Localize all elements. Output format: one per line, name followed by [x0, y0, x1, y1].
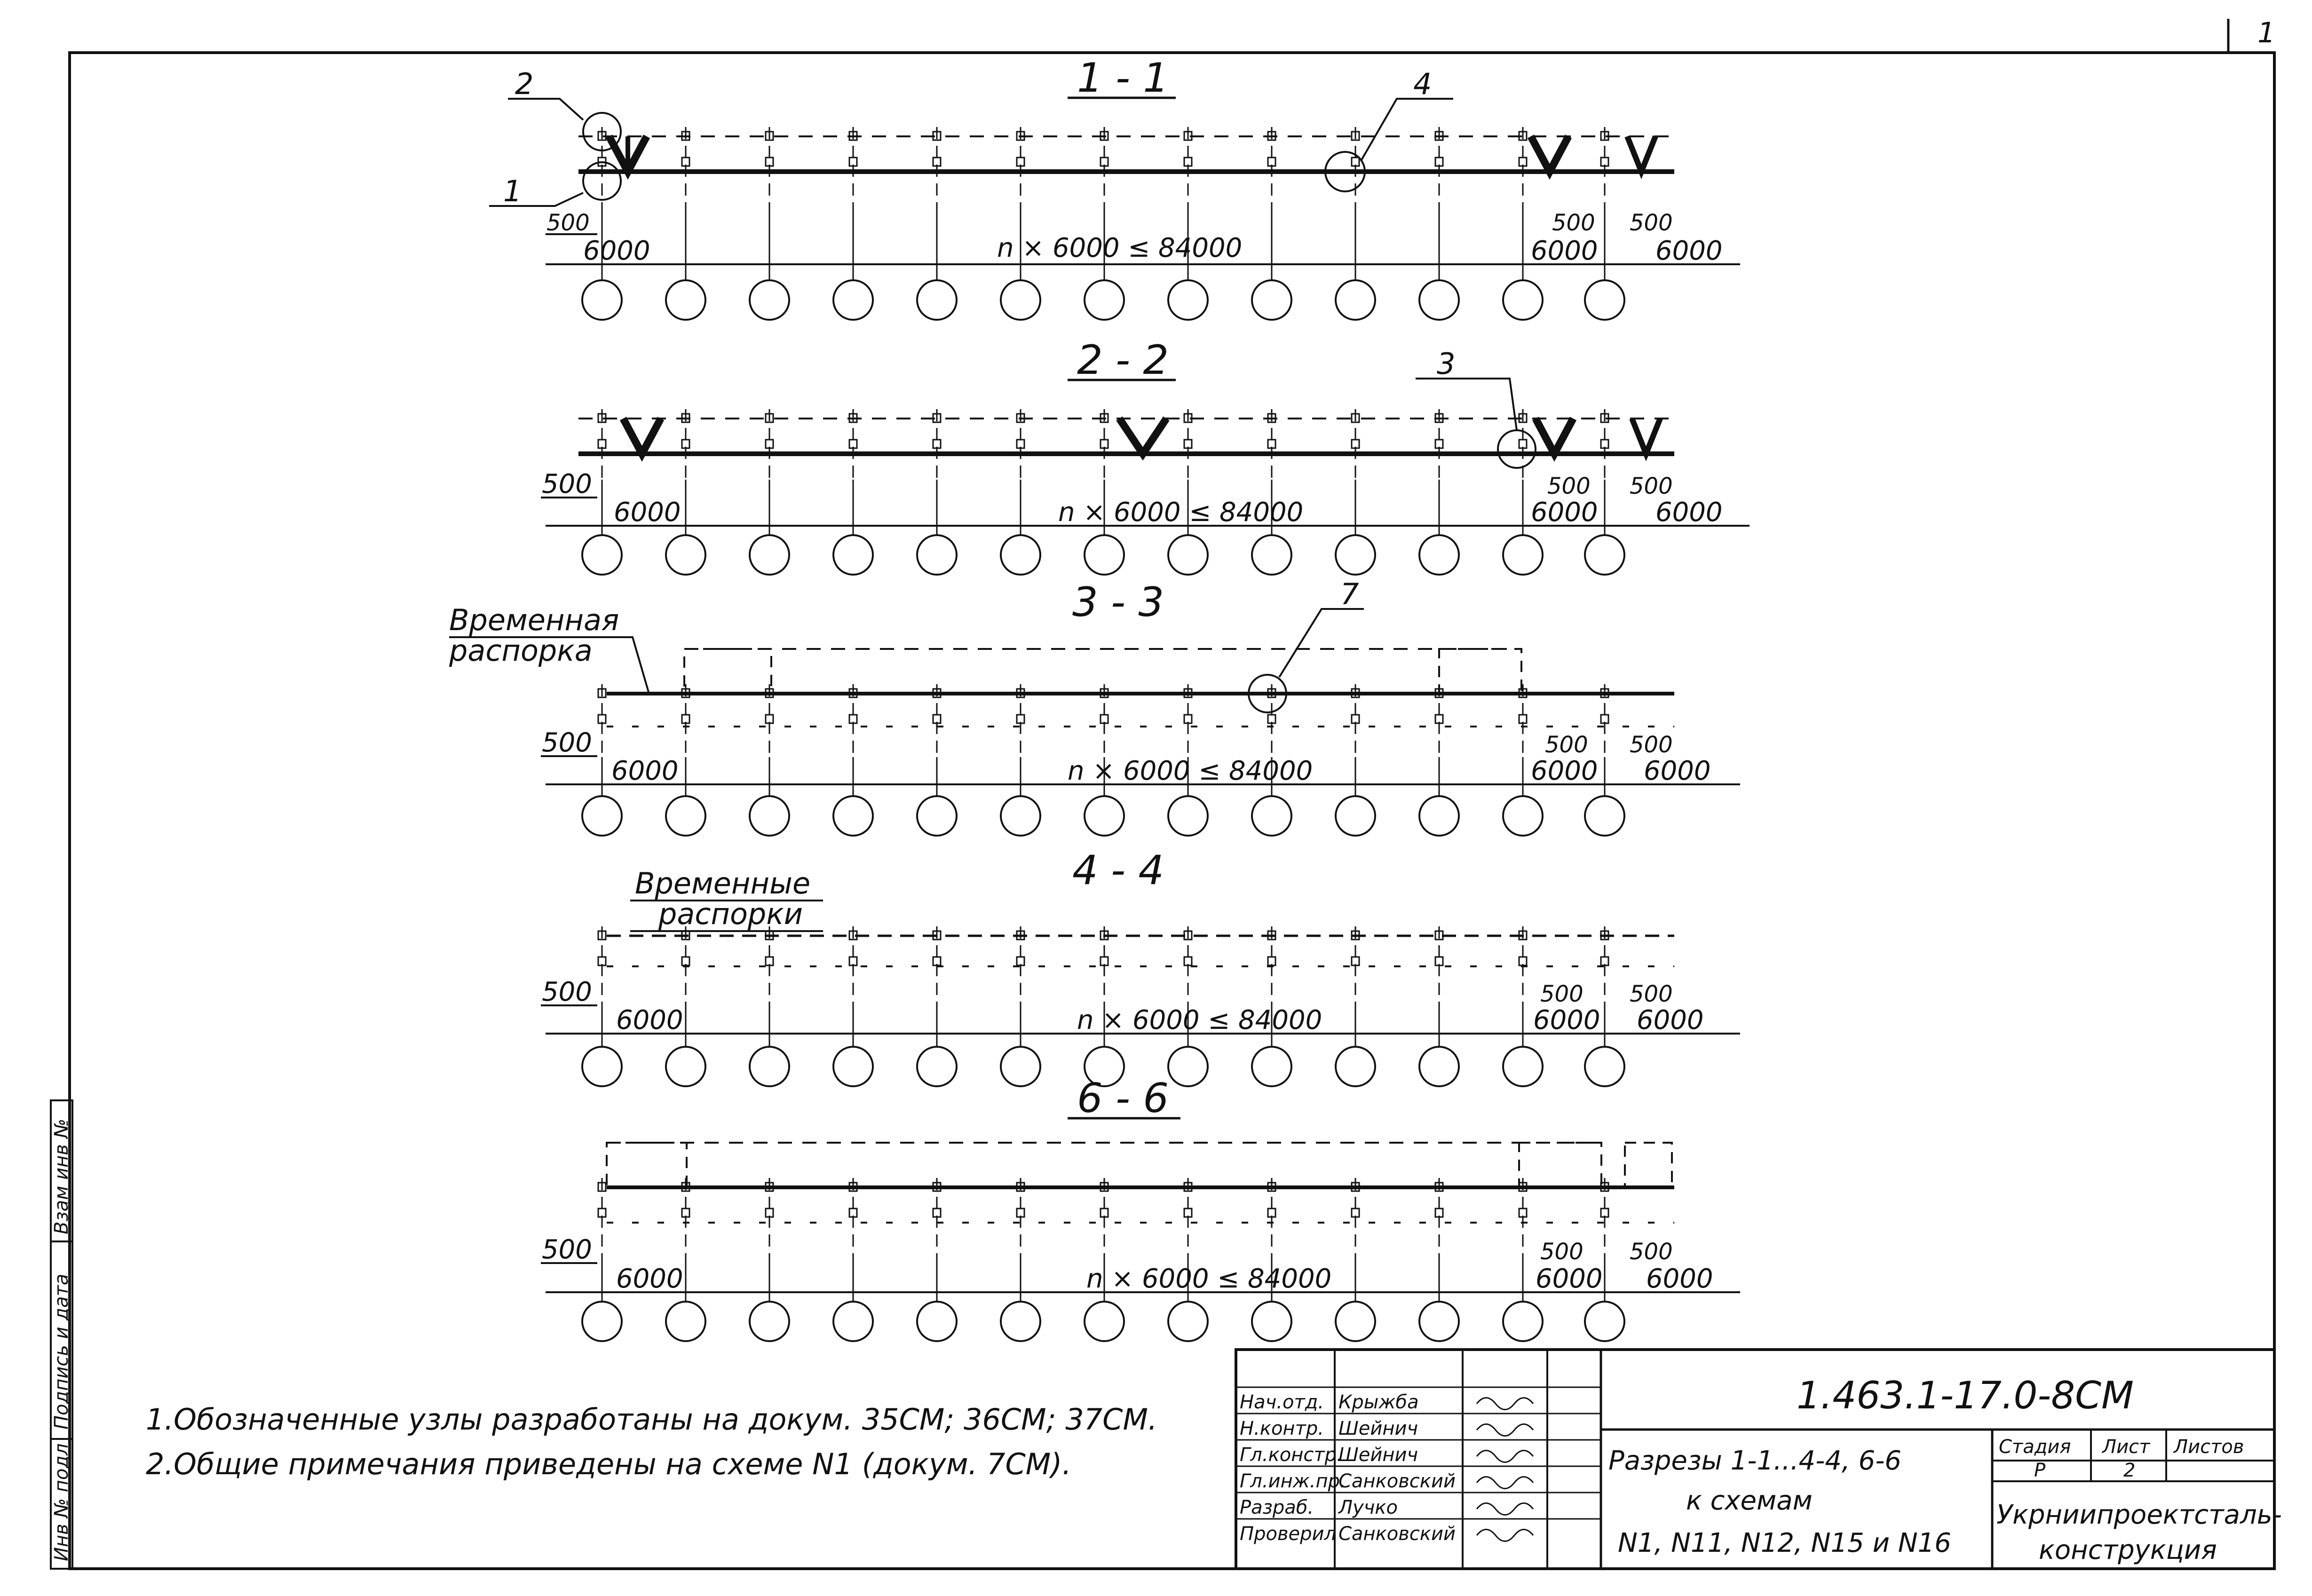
column [598, 684, 606, 757]
axis-bubble [1001, 280, 1040, 320]
section-title: 4 - 4 [1072, 847, 1164, 894]
axis-bubble [1336, 796, 1375, 836]
sheet-label: Лист [2102, 1436, 2150, 1458]
axis-bubble [1168, 1047, 1208, 1086]
axis-bubble [1252, 535, 1291, 575]
column [1519, 409, 1527, 480]
axis-bubble [750, 1302, 789, 1341]
axis-bubble [1585, 796, 1624, 836]
column [1352, 409, 1359, 480]
dim-left: 500 [542, 977, 592, 1007]
axis-bubble [1252, 1302, 1291, 1341]
tb-role: Н.контр. [1240, 1418, 1324, 1439]
column [1184, 926, 1192, 1006]
axis-bubble [750, 1047, 789, 1086]
axis-bubble [833, 280, 873, 320]
dim-formula: n × 6000 ≤ 84000 [1058, 497, 1304, 528]
column [1435, 409, 1443, 480]
callout-3 [1416, 347, 1536, 468]
dim-right-span-2: 6000 [1637, 1005, 1704, 1035]
dim-first-span: 6000 [616, 1264, 683, 1294]
dim-right-2: 500 [1630, 981, 1673, 1007]
axis-bubble [1168, 796, 1208, 836]
column [1017, 409, 1024, 480]
section-title: 6 - 6 [1077, 1075, 1169, 1122]
axis-bubble [1252, 280, 1291, 320]
dimension-line [546, 210, 1740, 266]
column [682, 409, 689, 480]
tb-name: Лучко [1338, 1497, 1398, 1518]
sheet-value: 2 [2123, 1460, 2136, 1481]
dim-right-2: 500 [1630, 1239, 1673, 1265]
column [1601, 409, 1608, 480]
axis-bubble [750, 535, 789, 575]
axis-bubble [833, 1302, 873, 1341]
truss-left [623, 419, 661, 454]
tb-role: Проверил [1240, 1523, 1337, 1545]
axis-bubble [1336, 1302, 1375, 1341]
dim-right-1: 500 [1545, 732, 1588, 758]
dim-right-1: 500 [1540, 981, 1584, 1007]
column [1101, 1178, 1108, 1265]
signature-mark [1477, 1398, 1533, 1410]
general-notes [146, 1402, 1157, 1481]
temp-struts-label-1: Временные [635, 866, 811, 901]
callout-1 [489, 162, 621, 208]
stamp-sign-date: Подпись и дата [51, 1273, 72, 1430]
axis-bubble [1252, 1047, 1291, 1086]
stage-label: Стадия [1999, 1436, 2071, 1458]
dim-first-span: 6000 [611, 756, 679, 786]
dim-left: 500 [542, 469, 592, 499]
truss-right [1536, 419, 1660, 454]
axis-bubble [917, 1302, 957, 1341]
axis-bubble [917, 535, 957, 575]
org-line-1: Укрниипроектсталь- [1996, 1500, 2282, 1530]
axis-bubble [1085, 535, 1124, 575]
tb-name: Санковский [1338, 1470, 1456, 1492]
axis-bubble [1503, 1302, 1543, 1341]
dim-right-span-2: 6000 [1646, 1264, 1713, 1294]
axis-bubble [1419, 1302, 1459, 1341]
axis-bubble [1085, 1302, 1124, 1341]
dimension-line [541, 977, 1740, 1035]
column [1601, 1178, 1608, 1265]
axis-bubble [833, 796, 873, 836]
sheet-title-2: к схемам [1686, 1485, 1813, 1516]
axis-bubble [1336, 280, 1375, 320]
axis-bubble [582, 535, 622, 575]
tb-name: Шейнич [1338, 1444, 1418, 1466]
dimension-line [541, 727, 1740, 786]
column [598, 926, 606, 1006]
axis-bubble [1585, 535, 1624, 575]
axis-bubble [1336, 535, 1375, 575]
signature-mark [1477, 1477, 1533, 1489]
title-block [1236, 1350, 2282, 1569]
axis-bubble [1168, 535, 1208, 575]
temp-strut-label-2: распорка [449, 633, 593, 668]
axis-bubble [666, 796, 705, 836]
column [1435, 926, 1443, 1006]
dim-first-span: 6000 [614, 497, 681, 528]
dim-right-span-2: 6000 [1655, 497, 1723, 528]
axis-bubble [1001, 1302, 1040, 1341]
signature-mark [1477, 1451, 1533, 1462]
axis-bubble [582, 1047, 622, 1086]
side-stamp [51, 1100, 72, 1569]
svg-text:4: 4 [1413, 67, 1432, 101]
dim-formula: n × 6000 ≤ 84000 [997, 233, 1243, 263]
axis-bubble [833, 1047, 873, 1086]
org-line-2: конструкция [2039, 1535, 2217, 1565]
column [766, 926, 773, 1006]
column [1101, 409, 1108, 480]
dim-right-span-1: 6000 [1531, 756, 1598, 786]
dim-right-span-1: 6000 [1531, 497, 1598, 528]
column [1017, 1178, 1024, 1265]
truss-right [1531, 136, 1655, 172]
axis-bubble [1503, 796, 1543, 836]
axis-bubble [1085, 280, 1124, 320]
temp-strut-label-1: Временная [449, 603, 619, 637]
column [1268, 1178, 1275, 1265]
column [682, 1178, 689, 1265]
note-1: 1.Обозначенные узлы разработаны на докум. 35СМ; 36СМ; 37СМ. [146, 1402, 1157, 1437]
axis-bubble [1585, 1047, 1624, 1086]
column [598, 1178, 606, 1265]
column [933, 409, 941, 480]
column [1352, 1178, 1359, 1265]
dim-right-span-2: 6000 [1655, 236, 1723, 266]
svg-text:1: 1 [503, 174, 522, 208]
section-3-3 [449, 577, 1740, 836]
signature-mark [1477, 1503, 1533, 1515]
axis-bubble [666, 535, 705, 575]
axis-bubble [1503, 535, 1543, 575]
section-4-4 [541, 847, 1740, 1086]
column [766, 1178, 773, 1265]
column [849, 1178, 857, 1265]
column [1101, 926, 1108, 1006]
signature-mark [1477, 1530, 1533, 1541]
dim-right-2: 500 [1630, 732, 1673, 758]
axis-bubble [1585, 280, 1624, 320]
axis-bubble [1085, 796, 1124, 836]
callout-2 [508, 67, 621, 150]
axis-bubble [1168, 280, 1208, 320]
dim-first-span: 6000 [616, 1005, 683, 1035]
columns [598, 1178, 1608, 1265]
temp-struts-label-2: распорки [658, 897, 803, 931]
axis-bubble [666, 1047, 705, 1086]
column [933, 1178, 941, 1265]
column [1352, 926, 1359, 1006]
column [849, 409, 857, 480]
dim-formula: n × 6000 ≤ 84000 [1086, 1264, 1332, 1294]
dim-right-1: 500 [1540, 1239, 1584, 1265]
dim-formula: n × 6000 ≤ 84000 [1077, 1005, 1322, 1035]
truss-middle [1119, 419, 1166, 454]
dim-right-1: 500 [1552, 210, 1595, 236]
axis-bubble [666, 1302, 705, 1341]
dimension-line [541, 1234, 1740, 1294]
dim-right-span-1: 6000 [1533, 1005, 1600, 1035]
dim-left: 500 [546, 210, 590, 236]
sheet-title-1: Разрезы 1-1...4-4, 6-6 [1608, 1446, 1902, 1476]
column [598, 409, 606, 480]
stage-value: Р [2034, 1460, 2046, 1481]
axis-bubble [1503, 280, 1543, 320]
dim-right-span-1: 6000 [1531, 236, 1598, 266]
section-6-6 [541, 1075, 1740, 1341]
sheets-label: Листов [2174, 1436, 2244, 1458]
column [849, 926, 857, 1006]
section-title: 1 - 1 [1077, 55, 1169, 102]
axis-bubble [1001, 1047, 1040, 1086]
stamp-inv-orig: Инв № подл [51, 1443, 72, 1561]
axis-bubble [917, 796, 957, 836]
signature-mark [1477, 1424, 1533, 1436]
axis-bubble [1001, 796, 1040, 836]
svg-text:2: 2 [515, 67, 534, 101]
axis-bubble [750, 280, 789, 320]
columns [598, 409, 1608, 480]
tb-role: Нач.отд. [1240, 1391, 1324, 1413]
doc-number: 1.463.1-17.0-8СМ [1797, 1374, 2134, 1417]
axis-bubble [1336, 1047, 1375, 1086]
section-2-2 [541, 337, 1750, 575]
dim-right-span-2: 6000 [1644, 756, 1711, 786]
note-2: 2.Общие примечания приведены на схеме N1 (докум. 7СМ). [146, 1447, 1072, 1481]
column [1268, 409, 1275, 480]
dimension-line [541, 469, 1750, 528]
svg-text:3: 3 [1437, 347, 1456, 381]
column [766, 409, 773, 480]
dim-first-span: 6000 [583, 236, 650, 266]
axis-bubble [1503, 1047, 1543, 1086]
dim-left: 500 [542, 727, 592, 758]
tb-name: Крыжба [1338, 1391, 1419, 1413]
axis-bubble [1585, 1302, 1624, 1341]
axis-bubble [582, 796, 622, 836]
dim-right-1: 500 [1547, 473, 1591, 499]
axis-bubble [582, 1302, 622, 1341]
axis-bubble [750, 796, 789, 836]
dim-formula: n × 6000 ≤ 84000 [1068, 756, 1313, 786]
axis-bubble [1419, 1047, 1459, 1086]
tb-name: Санковский [1338, 1523, 1456, 1545]
columns [598, 926, 1608, 1006]
tb-role: Гл.инж.пр. [1240, 1470, 1346, 1492]
axis-bubbles [582, 212, 1624, 320]
svg-text:7: 7 [1340, 577, 1359, 611]
tb-role: Гл.констр. [1240, 1444, 1343, 1466]
axis-bubble [666, 280, 705, 320]
section-title: 3 - 3 [1072, 579, 1164, 626]
column [1435, 1178, 1443, 1265]
axis-bubble [1419, 280, 1459, 320]
axis-bubble [1419, 796, 1459, 836]
column [1184, 409, 1192, 480]
dim-right-2: 500 [1630, 473, 1673, 499]
axis-bubble [917, 1047, 957, 1086]
axis-bubble [1001, 535, 1040, 575]
page-corner-number: 1 [2257, 16, 2276, 49]
column [1519, 1178, 1527, 1265]
dim-left: 500 [542, 1234, 592, 1265]
axis-bubble [582, 280, 622, 320]
axis-bubble [1168, 1302, 1208, 1341]
axis-bubble [917, 280, 957, 320]
column [1184, 1178, 1192, 1265]
axis-bubble [1419, 535, 1459, 575]
axis-bubble [833, 535, 873, 575]
title-block-rows [1236, 1387, 1601, 1545]
section-title: 2 - 2 [1077, 337, 1169, 384]
dim-right-2: 500 [1630, 210, 1673, 236]
section-1-1 [489, 55, 1740, 320]
tb-role: Разраб. [1240, 1497, 1314, 1518]
sheet-title-3: N1, N11, N12, N15 и N16 [1618, 1528, 1951, 1558]
dim-right-span-1: 6000 [1536, 1264, 1603, 1294]
stamp-repl-inv: Взам инв № [51, 1118, 72, 1234]
axis-bubble [1252, 796, 1291, 836]
tb-name: Шейнич [1338, 1418, 1418, 1439]
